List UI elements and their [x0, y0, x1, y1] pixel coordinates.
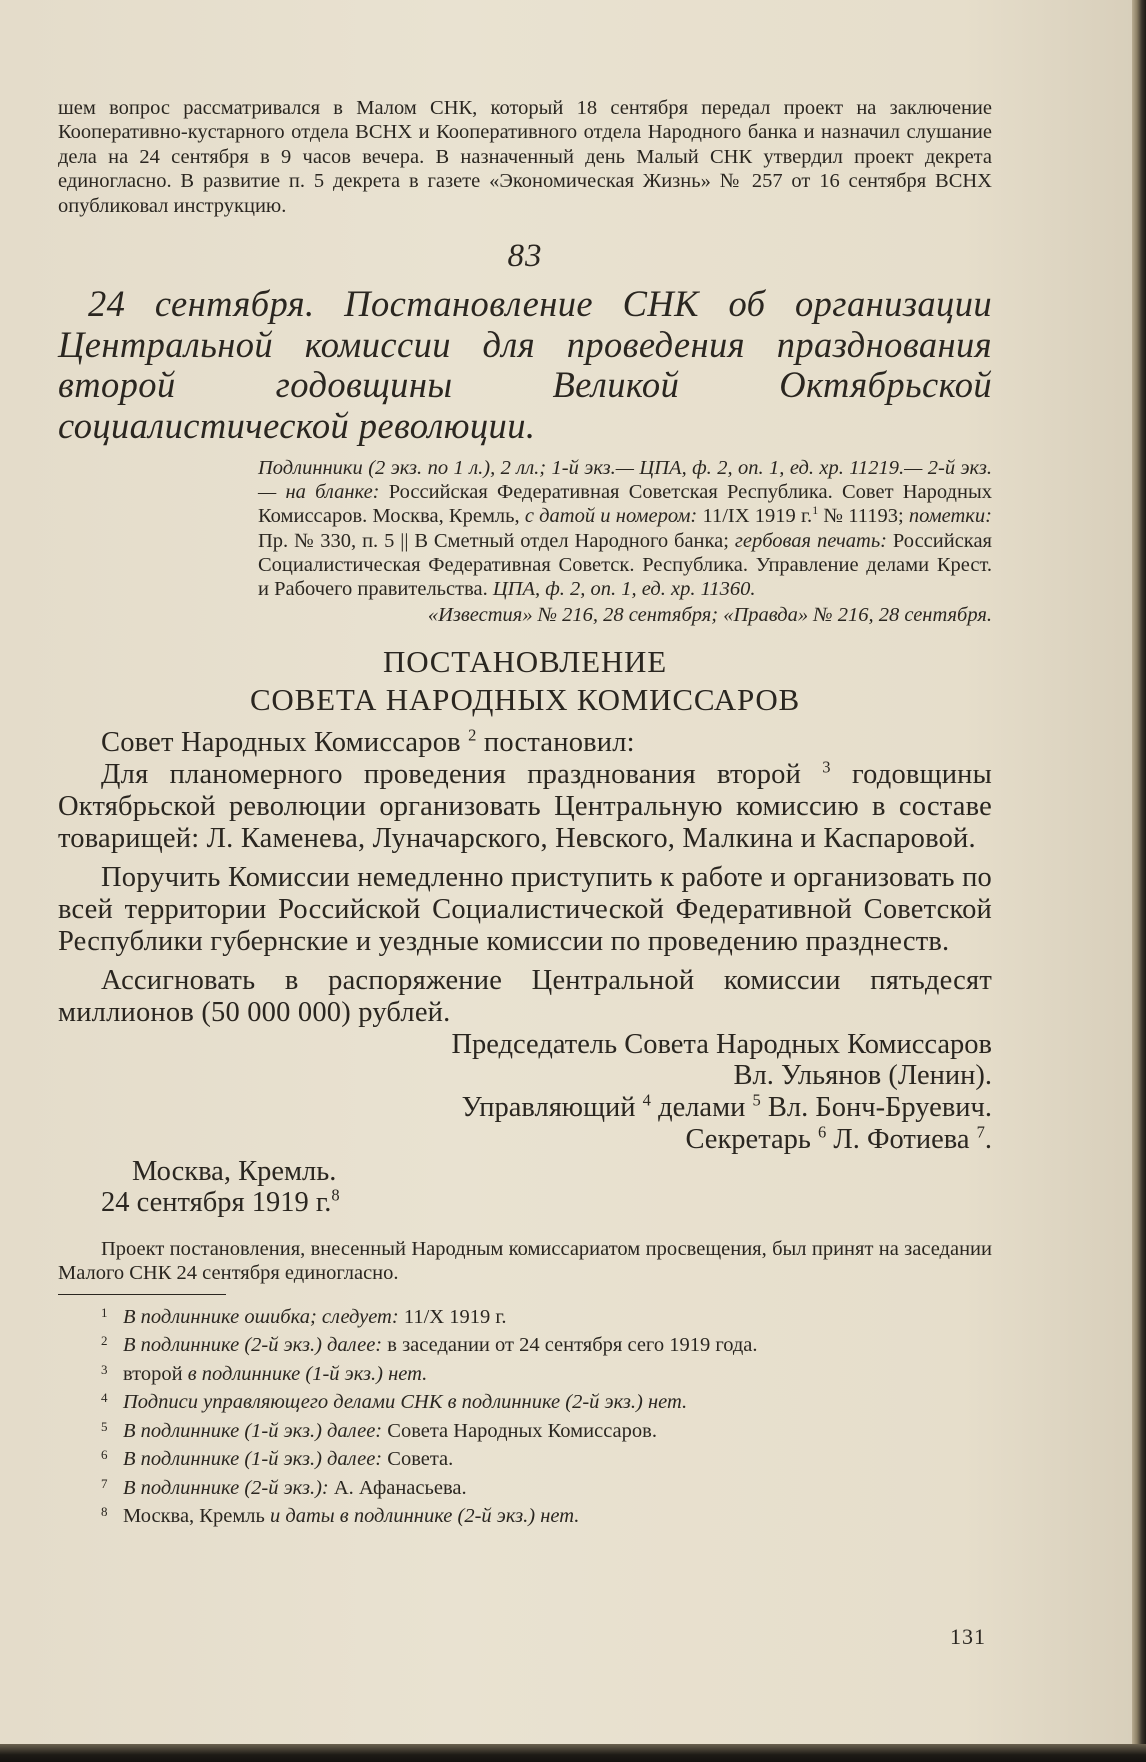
source-marks: Пр. № 330, п. 5 || В Сметный отдел Народного банка; — [258, 529, 735, 552]
source-letterhead: Российская Федеративная Советская Республика. Совет Народных Комиссаров. Москва, Кремль, — [258, 481, 992, 528]
manager-name: Вл. Бонч-Бруевич. — [760, 1092, 992, 1124]
footnote-number: 4 — [101, 1390, 108, 1406]
body-p1-text: Совет Народных Комиссаров — [101, 727, 469, 759]
source-description — [258, 456, 992, 601]
chair-title: Председатель Совета Народных Комиссаров — [451, 1028, 992, 1060]
footnote-ref-2: 2 — [468, 725, 477, 745]
footnote — [101, 1386, 992, 1415]
footnote-text: Москва, Кремль — [123, 1505, 265, 1528]
footnote-ref-8: 8 — [331, 1185, 340, 1205]
document-number: 83 — [507, 238, 543, 275]
heading-line-1: 24 сентября. Постановление СНК об организации — [88, 283, 992, 325]
footnote-ref-7: 7 — [976, 1122, 985, 1142]
intro-paragraph — [58, 96, 992, 218]
footnote-italic: В подлиннике (1-й экз.) далее: — [123, 1419, 383, 1442]
decree-body — [58, 727, 992, 1028]
footnote-ref-6: 6 — [818, 1122, 827, 1142]
footnote-italic: В подлиннике (2-й экз.) далее: — [123, 1334, 383, 1357]
source-seal: Российская Социалистическая Федеративная Советск. Республика. Управление делами Крест. и Рабочего правительства. — [258, 529, 992, 601]
source-date: 11/IX 1919 г. — [697, 505, 813, 528]
title-line-1: ПОСТАНОВЛЕНИЕ — [383, 644, 667, 680]
book-spine-edge — [1132, 0, 1146, 1762]
page-number: 131 — [950, 1624, 986, 1649]
archival-sources — [258, 456, 992, 627]
footnote-italic: В подлиннике (1-й экз.) далее: — [123, 1448, 383, 1471]
signing-date-text: 24 сентября 1919 г. — [101, 1187, 332, 1219]
footnote-italic-tail: в подлиннике (1-й экз.) нет. — [182, 1362, 428, 1385]
footnote-text: 11/X 1919 г. — [398, 1305, 507, 1328]
source-number: № 11193; — [818, 505, 909, 528]
footnote-text: второй — [123, 1362, 183, 1385]
source-archive-ref-2: ЦПА, ф. 2, оп. 1, ед. хр. 11360. — [492, 578, 756, 601]
footnote-number: 3 — [101, 1361, 108, 1377]
footnote — [101, 1472, 992, 1501]
footnote — [101, 1443, 992, 1472]
footnote-italic-tail: и даты в подлиннике (2-й экз.) нет. — [264, 1505, 580, 1528]
footnote — [101, 1415, 992, 1444]
source-seal-label: гербовая печать: — [734, 529, 888, 552]
manager-role-2: делами — [650, 1092, 753, 1124]
footnote-text: А. Афанасьева. — [328, 1476, 467, 1499]
book-bottom-edge — [0, 1744, 1146, 1762]
footnote-text: Совета Народных Комиссаров. — [382, 1419, 657, 1442]
footnote-number: 2 — [101, 1333, 108, 1349]
footnote — [101, 1329, 992, 1358]
heading-rest: Центральной комиссии для проведения празднования второй годовщины Великой Октябрьской социалистической революции. — [58, 323, 992, 446]
footnote-number: 5 — [101, 1418, 108, 1434]
manager-role: Управляющий — [461, 1092, 643, 1124]
footnote — [101, 1358, 992, 1387]
body-paragraph-1 — [58, 727, 992, 759]
title-line-2: СОВЕТА НАРОДНЫХ КОМИССАРОВ — [249, 682, 801, 718]
footnote — [101, 1301, 992, 1330]
secretary-role: Секретарь — [685, 1123, 819, 1155]
secretary-name: Л. Фотиева — [826, 1123, 977, 1155]
footnote-number: 1 — [101, 1304, 108, 1320]
body-paragraph-3: Поручить Комиссии немедленно приступить к работе и организовать по всей территории Российской Социалистической Федеративной Советской Республики губернские и уездные комиссии по проведению празднеств. — [58, 862, 992, 957]
chair-name: Вл. Ульянов (Ленин). — [733, 1060, 992, 1092]
footnote-ref-4: 4 — [642, 1090, 651, 1110]
footnote-italic: В подлиннике ошибка; следует: — [123, 1305, 399, 1328]
footnote-ref-1: 1 — [812, 503, 819, 518]
secretary-signature — [58, 1124, 992, 1156]
signing-date — [101, 1187, 992, 1219]
document-heading — [58, 284, 992, 446]
publication-ref: «Известия» № 216, 28 сентября; «Правда» № 216, 28 сентября. — [427, 604, 992, 627]
footnote-number: 7 — [101, 1475, 108, 1491]
body-p1-end: постановил: — [476, 727, 635, 759]
signatures — [58, 1029, 992, 1219]
body-p2-end: годовщины Октябрьской революции организовать Центральную комиссию в составе товарищей: Л. Каменева, Луначарского, Невского, Малкина и Каспаровой. — [58, 759, 992, 854]
intro-text: шем вопрос рассматривался в Малом СНК, который 18 сентября передал проект на заключение Кооперативно-кустарного отдела ВСНХ и Кооперативного отдела Народного банка и назначил слушание дела на 24 сентября в 9 часов вечера. В назначенный день Малый СНК утвердил проект декрета единогласно. В развитие п. 5 декрета в газете «Экономическая Жизнь» № 257 от 16 сентября ВСНХ опубликовал инструкцию. — [58, 97, 992, 217]
body-p2-text: Для планомерного проведения празднования второй — [101, 759, 823, 791]
footnote-number: 6 — [101, 1447, 108, 1463]
decree-title — [58, 643, 992, 719]
footnote-text: Совета. — [382, 1448, 454, 1471]
editorial-note: Проект постановления, внесенный Народным комиссариатом просвещения, был принят на заседании Малого СНК 24 сентября единогласно. — [58, 1238, 992, 1285]
footnote-italic: Подписи управляющего делами СНК в подлиннике (2-й экз.) нет. — [123, 1391, 688, 1414]
manager-signature — [58, 1092, 992, 1124]
source-date-label: с датой и номером: — [524, 505, 698, 528]
footnotes — [101, 1301, 992, 1529]
source-archive-ref: Подлинники (2 экз. по 1 л.), 2 лл.; 1-й экз.— ЦПА, ф. 2, оп. 1, ед. хр. 11219.— 2-й экз.— на бланке: — [258, 457, 992, 504]
footnote-number: 8 — [101, 1504, 108, 1520]
footnote-ref-5: 5 — [752, 1090, 761, 1110]
secretary-period: . — [984, 1123, 992, 1155]
footnote-text: в заседании от 24 сентября сего 1919 года. — [382, 1334, 758, 1357]
footnote-divider — [58, 1294, 226, 1295]
footnote-ref-3: 3 — [822, 757, 831, 777]
body-paragraph-2 — [58, 759, 992, 854]
footnote — [101, 1500, 992, 1529]
text-column — [58, 96, 992, 1529]
footnote-italic: В подлиннике (2-й экз.): — [123, 1476, 329, 1499]
source-marks-label: пометки: — [908, 505, 992, 528]
body-paragraph-4: Ассигновать в распоряжение Центральной комиссии пятьдесят миллионов (50 000 000) рублей. — [58, 965, 992, 1029]
signing-place: Москва, Кремль. — [132, 1155, 337, 1187]
